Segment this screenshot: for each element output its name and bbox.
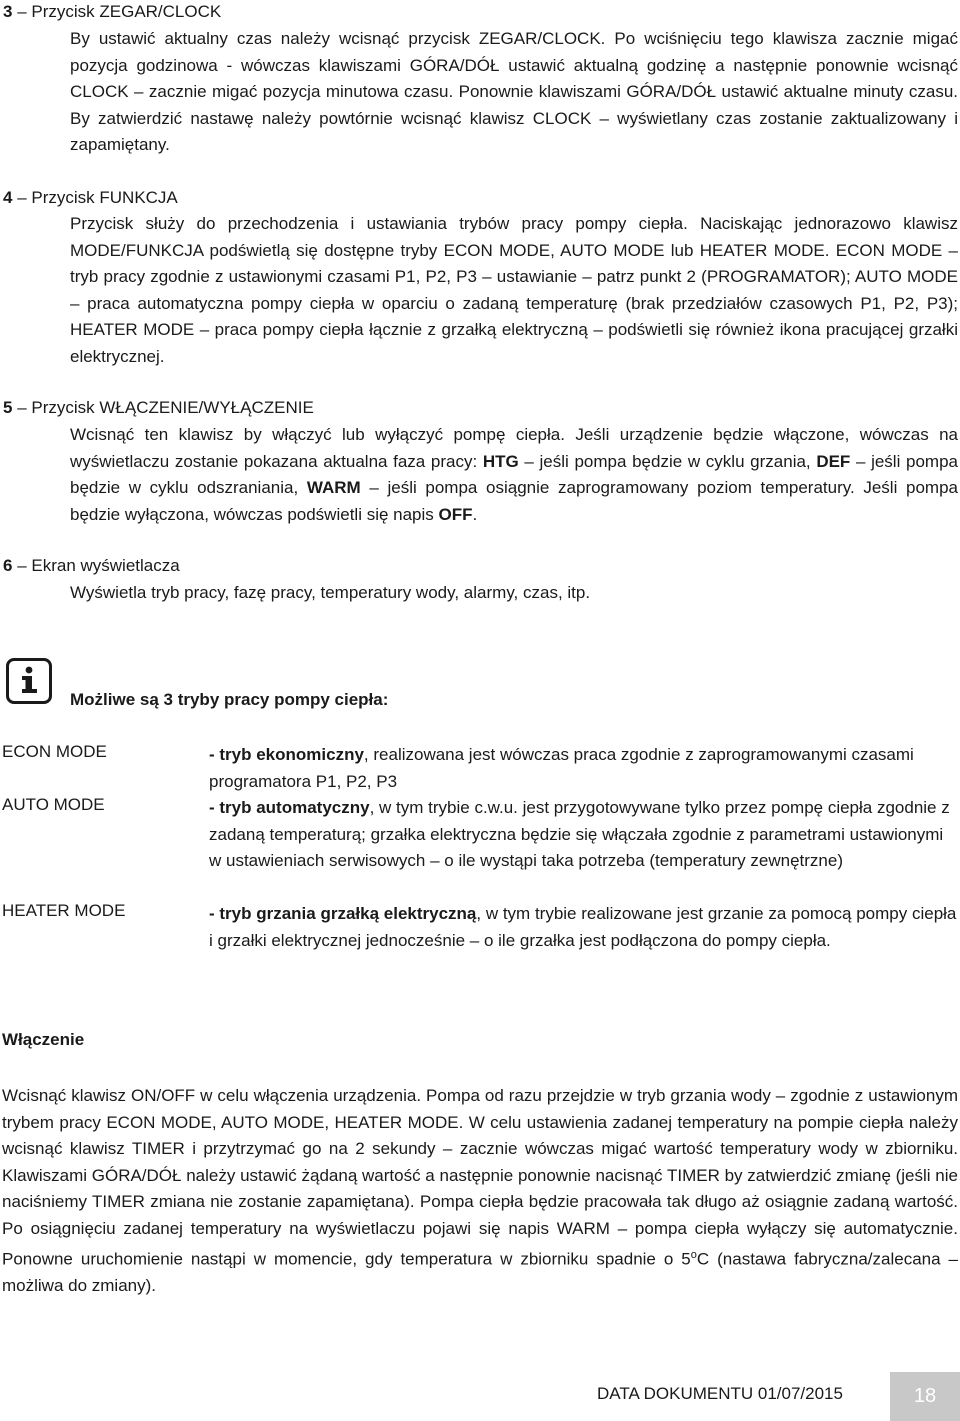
section-5-title: 5 – Przycisk WŁĄCZENIE/WYŁĄCZENIE bbox=[3, 398, 314, 417]
status-off: OFF bbox=[438, 504, 473, 524]
status-warm: WARM bbox=[306, 478, 361, 497]
section-title-text: Przycisk ZEGAR/CLOCK bbox=[31, 2, 222, 21]
section-title-text: Przycisk FUNKCJA bbox=[31, 188, 178, 207]
section-3-body: By ustawić aktualny czas należy wcisnąć przycisk ZEGAR/CLOCK. Po wciśnięciu tego klawisza zacznie migać pozycja godzinowa - wówczas klawiszami GÓRA/DÓŁ ustawić aktualną godzinę a następnie ponownie wcisnąć CLOCK – zacznie migać pozycja minutowa czasu. Ponownie klawiszami GÓRA/DÓŁ ustawić aktualne minuty czasu. By zatwierdzić nastawę należy powtórnie wcisnąć klawisz CLOCK – wyświetlany czas zostanie zaktualizowany i zapamiętany. bbox=[70, 29, 958, 154]
section-number: 6 bbox=[3, 556, 13, 575]
section-4-title: 4 – Przycisk FUNKCJA bbox=[3, 188, 178, 207]
wlaczenie-body: Wcisnąć klawisz ON/OFF w celu włączenia urządzenia. Pompa od razu przejdzie w tryb grzania wody – zgodnie z ustawionym trybem pracy ECON MODE, AUTO MODE, HEATER MODE. W celu ustawienia zadanej temperatury na pompie ciepła należy wcisnąć klawisz TIMER i przytrzymać go na 2 sekundy – zacznie wówczas migać wartość temperatury wody w zbiorniku. Klawiszami GÓRA/DÓŁ należy ustawić żądaną wartość a następnie ponownie nacisnąć TIMER by zatwierdzić zmianę (jeśli nie naciśniemy TIMER zmiana nie zostanie zapamiętana). Pompa ciepła będzie pracowała tak długo aż osiągnie zadaną wartość. Po osiągnięciu zadanej temperatury na wyświetlaczu pojawi się napis WARM – pompa ciepła wyłączy się automatycznie. Ponowne uruchomienie nastąpi w momencie, gdy temperatura w zbiorniku spadnie o 5$^o$C (nastawa fabryczna/zalecana – możliwa do zmiany). bbox=[2, 1086, 958, 1296]
mode-description: - tryb ekonomiczny, realizowana jest wówczas praca zgodnie z zaprogramowanymi czasami programatora P1, P2, P3 bbox=[209, 745, 914, 791]
status-htg: HTG bbox=[482, 451, 519, 471]
wlaczenie-heading: Włączenie bbox=[2, 1030, 85, 1049]
degree-sign: o bbox=[690, 1249, 697, 1261]
section-5-body: Wcisnąć ten klawisz by włączyć lub wyłączyć pompę ciepła. Jeśli urządzenie będzie włączone, wówczas na wyświetlaczu zostanie pokazana aktualna faza pracy: HTG – jeśli pompa będzie w cyklu grzania, DEF – jeśli pompa będzie w cyklu odszraniania, WARM – jeśli pompa osiągnie zaprogramowany poziom temperatury. Jeśli pompa będzie wyłączona, wówczas podświetli się napis OFF. bbox=[70, 425, 958, 524]
section-6-title: 6 – Ekran wyświetlacza bbox=[3, 556, 180, 575]
info-icon bbox=[6, 658, 52, 704]
section-number: 4 bbox=[3, 188, 13, 207]
mode-description: - tryb grzania grzałką elektryczną, w tym trybie realizowane jest grzanie za pomocą pompy ciepła i grzałki elektrycznej jednocześnie – o ile grzałka jest podłączona do pompy ciepła. bbox=[209, 904, 957, 950]
mode-name: AUTO MODE bbox=[2, 795, 105, 814]
section-title-text: Ekran wyświetlacza bbox=[31, 556, 180, 575]
mode-name: ECON MODE bbox=[2, 742, 107, 761]
section-number: 3 bbox=[3, 2, 13, 21]
document-date: DATA DOKUMENTU 01/07/2015 bbox=[597, 1384, 843, 1403]
section-number: 5 bbox=[3, 398, 13, 417]
section-4-body: Przycisk służy do przechodzenia i ustawiania trybów pracy pompy ciepła. Naciskając jednorazowo klawisz MODE/FUNKCJA podświetlą się dostępne tryby ECON MODE, AUTO MODE lub HEATER MODE. ECON MODE – tryb pracy zgodnie z ustawionymi czasami P1, P2, P3 – ustawianie – patrz punkt 2 (PROGRAMATOR); AUTO MODE – praca automatyczna pompy ciepła w oparciu o zadaną temperaturę (brak przedziałów czasowych P1, P2, P3); HEATER MODE – praca pompy ciepła łącznie z grzałką elektryczną – podświetli się również ikona pracującej grzałki elektrycznej. bbox=[70, 214, 958, 366]
mode-description: - tryb automatyczny, w tym trybie c.w.u. jest przygotowywane tylko przez pompę ciepła zgodnie z zadaną temperaturą; grzałka elektryczna będzie się włączała zgodnie z parametrami ustawionymi w ustawieniach serwisowych – o ile wystąpi taka potrzeba (temperatury zewnętrzne) bbox=[209, 798, 950, 870]
section-title-text: Przycisk WŁĄCZENIE/WYŁĄCZENIE bbox=[31, 398, 314, 417]
page-number: 18 bbox=[890, 1372, 960, 1421]
modes-heading: Możliwe są 3 tryby pracy pompy ciepła: bbox=[70, 690, 389, 709]
section-3-title: 3 – Przycisk ZEGAR/CLOCK bbox=[3, 2, 222, 21]
mode-name: HEATER MODE bbox=[2, 901, 126, 920]
section-6-body: Wyświetla tryb pracy, fazę pracy, temperatury wody, alarmy, czas, itp. bbox=[70, 583, 591, 602]
status-def: DEF bbox=[816, 451, 851, 471]
